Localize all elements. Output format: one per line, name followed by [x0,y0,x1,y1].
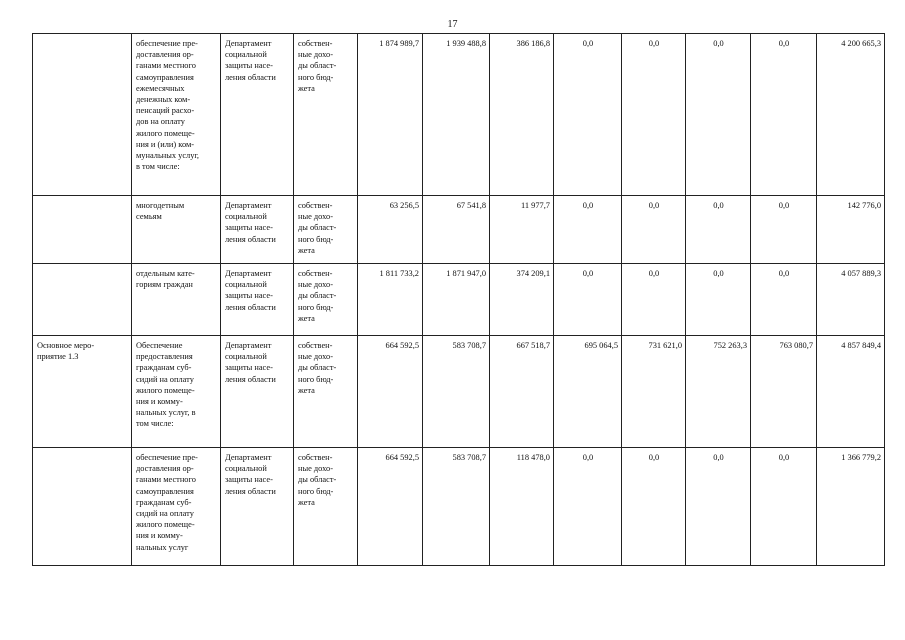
value-cell: 752 263,3 [686,336,751,448]
value-cell: 386 186,8 [490,34,554,196]
value-cell: 0,0 [686,196,751,264]
value-cell: 1 871 947,0 [423,264,490,336]
value-cell: 583 708,7 [423,448,490,566]
event-cell [33,264,132,336]
value-cell: 11 977,7 [490,196,554,264]
value-cell: 0,0 [622,264,686,336]
total-cell: 4 057 889,3 [817,264,885,336]
value-cell: 1 939 488,8 [423,34,490,196]
value-cell: 731 621,0 [622,336,686,448]
executor-cell: Департамент социальной защиты насе- ления области [221,336,294,448]
value-cell: 0,0 [686,264,751,336]
page-number: 17 [447,19,458,30]
total-cell: 4 857 849,4 [817,336,885,448]
value-cell: 0,0 [622,196,686,264]
description-cell: многодетным семьям [132,196,221,264]
description-cell: отдельным кате- гориям граждан [132,264,221,336]
value-cell: 0,0 [554,264,622,336]
value-cell: 374 209,1 [490,264,554,336]
event-cell [33,448,132,566]
value-cell: 118 478,0 [490,448,554,566]
event-cell: Основное меро- приятие 1.3 [33,336,132,448]
table-row [33,34,885,196]
value-cell: 763 080,7 [751,336,817,448]
value-cell: 667 518,7 [490,336,554,448]
table-row [33,448,885,566]
value-cell: 1 874 989,7 [358,34,423,196]
value-cell: 0,0 [751,34,817,196]
description-cell: обеспечение пре- доставления ор- ганами местного самоуправления гражданам суб- сидий на оплату жилого помеще- ния и комму- нальных услуг [132,448,221,566]
table-row [33,264,885,336]
value-cell: 0,0 [622,448,686,566]
total-cell: 4 200 665,3 [817,34,885,196]
executor-cell: Департамент социальной защиты насе- ления области [221,264,294,336]
executor-cell: Департамент социальной защиты насе- ления области [221,448,294,566]
funding-source-cell: собствен- ные дохо- ды област- ного бюд- жета [294,196,358,264]
value-cell: 0,0 [751,264,817,336]
value-cell: 0,0 [554,34,622,196]
executor-cell: Департамент социальной защиты насе- ления области [221,196,294,264]
funding-source-cell: собствен- ные дохо- ды област- ного бюд- жета [294,264,358,336]
funding-source-cell: собствен- ные дохо- ды област- ного бюд- жета [294,34,358,196]
table-row [33,336,885,448]
value-cell: 1 811 733,2 [358,264,423,336]
table-row [33,196,885,264]
funding-source-cell: собствен- ные дохо- ды област- ного бюд- жета [294,336,358,448]
value-cell: 0,0 [622,34,686,196]
value-cell: 67 541,8 [423,196,490,264]
value-cell: 0,0 [751,196,817,264]
total-cell: 1 366 779,2 [817,448,885,566]
description-cell: обеспечение пре- доставления ор- ганами местного самоуправления ежемесячных денежных ком- пенсаций расхо- дов на оплату жилого помеще- ния и (или) ком- мунальных услуг, в том числе: [132,34,221,196]
value-cell: 0,0 [686,34,751,196]
executor-cell: Департамент социальной защиты насе- ления области [221,34,294,196]
funding-source-cell: собствен- ные дохо- ды област- ного бюд- жета [294,448,358,566]
value-cell: 0,0 [686,448,751,566]
value-cell: 664 592,5 [358,448,423,566]
budget-table [32,33,885,566]
description-cell: Обеспечение предоставления гражданам суб- сидий на оплату жилого помеще- ния и комму- нальных услуг, в том числе: [132,336,221,448]
event-cell [33,196,132,264]
value-cell: 664 592,5 [358,336,423,448]
event-cell [33,34,132,196]
value-cell: 0,0 [554,196,622,264]
value-cell: 0,0 [554,448,622,566]
value-cell: 695 064,5 [554,336,622,448]
value-cell: 63 256,5 [358,196,423,264]
value-cell: 583 708,7 [423,336,490,448]
total-cell: 142 776,0 [817,196,885,264]
value-cell: 0,0 [751,448,817,566]
